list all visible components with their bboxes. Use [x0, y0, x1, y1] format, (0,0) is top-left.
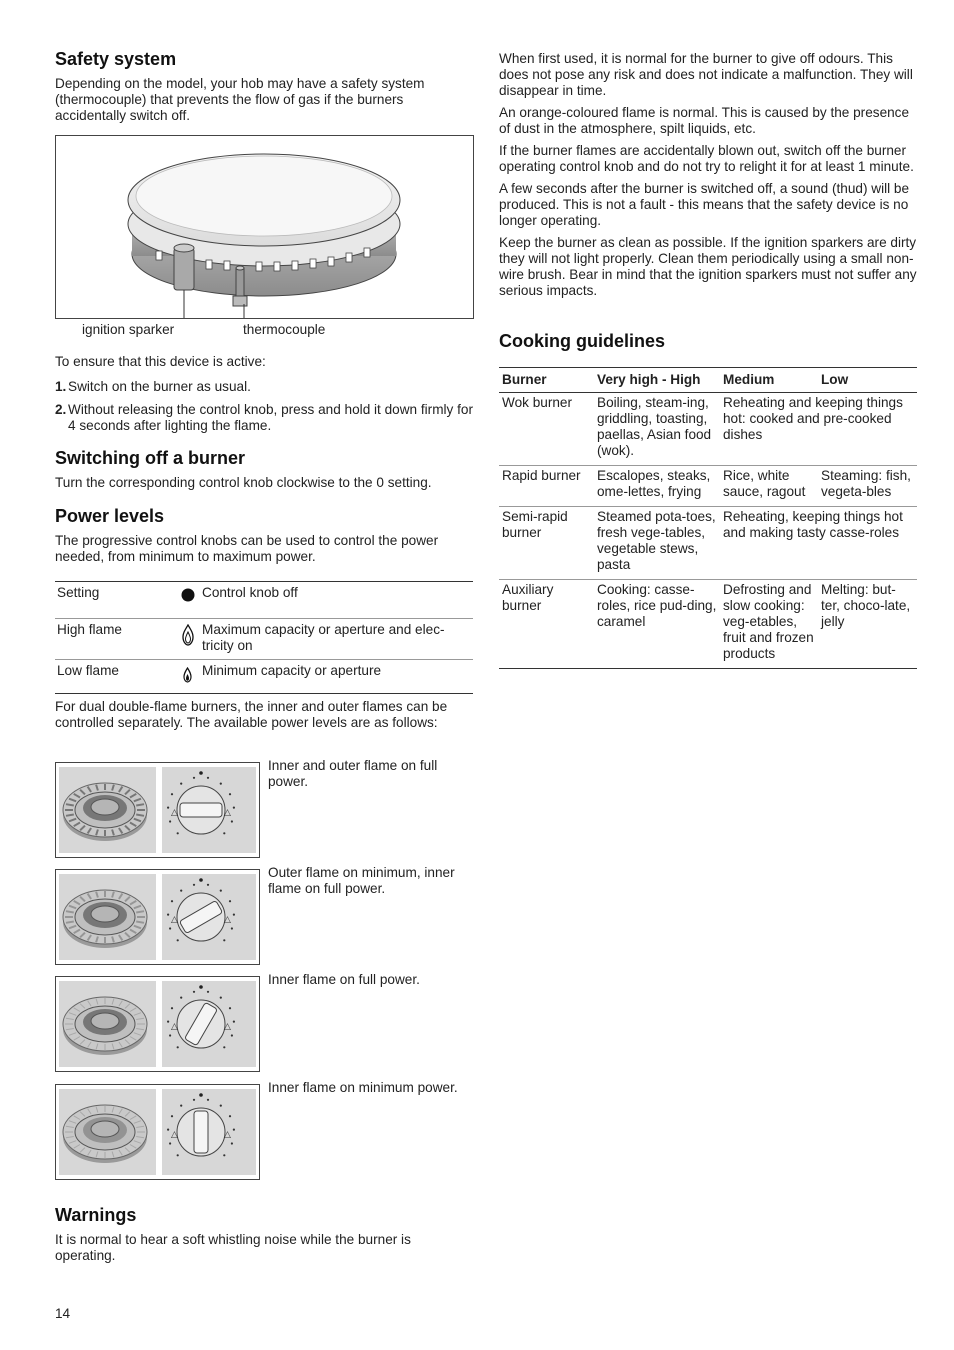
table-cell: Wok burner	[502, 395, 573, 410]
power-text: The progressive control knobs can be used to control the power needed, from minimum to maximum power.	[55, 533, 439, 564]
table-row	[499, 393, 917, 466]
warnings-text: It is normal to hear a soft whistling noise while the burner is operating.	[55, 1232, 411, 1263]
table-row	[499, 580, 917, 669]
power-desc: Control knob off	[202, 585, 298, 600]
power-setting: Setting	[57, 585, 100, 600]
steps-list	[55, 379, 473, 434]
table-cell: Reheating and keeping things hot: cooked and pre-cooked dishes	[723, 395, 903, 442]
svg-text:△: △	[171, 1130, 178, 1140]
dual-burner-figure	[55, 869, 260, 965]
dual-burner-caption: Outer flame on minimum, inner flame on full power.	[268, 865, 455, 896]
dual-burner-caption: Inner flame on minimum power.	[268, 1080, 458, 1095]
paragraph: Keep the burner as clean as possible. If the ignition sparkers are dirty they will not light properly. Clean them periodically using a small non-wire brush. Bear in mind that the ignition sparkers must not suffer any serious impacts.	[499, 235, 917, 298]
svg-text:△: △	[171, 1022, 178, 1032]
svg-text:△: △	[171, 808, 178, 818]
dual-burner-illustration	[56, 763, 259, 857]
ensure-text: To ensure that this device is active:	[55, 354, 266, 369]
svg-text:△: △	[171, 915, 178, 925]
power-row	[55, 659, 473, 694]
cooking-table	[499, 367, 917, 669]
table-cell: Semi-rapid burner	[502, 509, 568, 540]
power-setting: High flame	[57, 622, 122, 637]
page-number: 14	[55, 1306, 71, 1321]
power-row	[55, 581, 473, 618]
svg-text:△: △	[224, 915, 231, 925]
cooking-guidelines-table	[499, 367, 917, 669]
step-text: Without releasing the control knob, press and hold it down firmly for 4 seconds after lighting the flame.	[68, 402, 473, 433]
column-header: Burner	[502, 372, 547, 387]
large-flame-icon	[173, 622, 202, 659]
step-item	[55, 379, 473, 395]
dual-burner-figure	[55, 1084, 260, 1180]
svg-text:△: △	[224, 1130, 231, 1140]
dual-burner-caption: Inner and outer flame on full power.	[268, 758, 438, 789]
safety-intro: Depending on the model, your hob may have a safety system (thermocouple) that prevents the flow of gas if the burners accidentally switch off.	[55, 76, 425, 123]
cooking-heading: Cooking guidelines	[499, 331, 666, 351]
table-cell: Steamed pota-toes, fresh vege-tables, vegetable stews, pasta	[597, 509, 716, 572]
step-text: Switch on the burner as usual.	[68, 379, 251, 394]
paragraph: An orange-coloured flame is normal. This is caused by the presence of dust in the atmosphere, spilt liquids, etc.	[499, 105, 910, 136]
dual-burner-figure	[55, 762, 260, 858]
label-ignition-sparker: ignition sparker	[82, 322, 175, 337]
dual-burner-illustration	[56, 1085, 259, 1179]
power-desc: Minimum capacity or aperture	[202, 663, 382, 678]
table-cell: Boiling, steam-ing, griddling, toasting, paellas, Asian food (wok).	[597, 395, 712, 458]
table-cell: Rice, white sauce, ragout	[723, 468, 806, 499]
table-cell: Steaming: fish, vegeta-bles	[821, 468, 911, 499]
power-setting: Low flame	[57, 663, 119, 678]
table-cell: Defrosting and slow cooking: veg-etables, fruit and frozen products	[723, 582, 814, 661]
paragraph: When first used, it is normal for the burner to give off odours. This does not pose any risk and does not indicate a malfunction. They will disappear in time.	[499, 51, 913, 98]
label-thermocouple: thermocouple	[243, 322, 326, 337]
step-number: 1.	[55, 379, 67, 394]
step-number: 2.	[55, 402, 67, 417]
paragraph: A few seconds after the burner is switched off, a sound (thud) will be produced. This is not a fault - this means that the safety device is no longer operating.	[499, 181, 910, 228]
table-header-row	[499, 368, 917, 393]
filled-circle-icon	[173, 585, 202, 618]
dual-burner-illustration	[56, 977, 259, 1071]
switching-text: Turn the corresponding control knob clockwise to the 0 setting.	[55, 475, 432, 490]
dual-burner-figure	[55, 976, 260, 1072]
dual-burner-illustration	[56, 870, 259, 964]
table-row	[499, 507, 917, 580]
thermocouple-figure	[55, 135, 474, 319]
table-cell: Cooking: casse-roles, rice pud-ding, caramel	[597, 582, 717, 629]
svg-text:△: △	[224, 1022, 231, 1032]
burner-illustration	[56, 136, 473, 318]
warnings-heading: Warnings	[55, 1205, 137, 1225]
right-paragraphs	[499, 51, 917, 299]
column-header: Low	[821, 372, 849, 387]
power-heading: Power levels	[55, 506, 165, 526]
dual-burner-caption: Inner flame on full power.	[268, 972, 420, 987]
small-flame-icon	[173, 663, 202, 693]
table-row	[499, 466, 917, 507]
svg-text:△: △	[224, 808, 231, 818]
dual-text: For dual double-flame burners, the inner and outer flames can be controlled separately. The available power levels are as follows:	[55, 699, 448, 730]
step-item	[55, 402, 473, 434]
column-header: Very high - High	[597, 372, 701, 387]
power-table	[55, 581, 473, 694]
safety-heading: Safety system	[55, 49, 177, 69]
switching-heading: Switching off a burner	[55, 448, 246, 468]
power-desc: Maximum capacity or aperture and elec-tricity on	[202, 622, 445, 653]
table-cell: Reheating, keeping things hot and making tasty casse-roles	[723, 509, 903, 540]
paragraph: If the burner flames are accidentally blown out, switch off the burner operating control knob and do not try to relight it for at least 1 minute.	[499, 143, 914, 174]
table-cell: Auxiliary burner	[502, 582, 554, 613]
table-cell: Melting: but-ter, choco-late, jelly	[821, 582, 911, 629]
power-row	[55, 618, 473, 659]
table-cell: Rapid burner	[502, 468, 581, 483]
column-header: Medium	[723, 372, 775, 387]
table-cell: Escalopes, steaks, ome-lettes, frying	[597, 468, 711, 499]
